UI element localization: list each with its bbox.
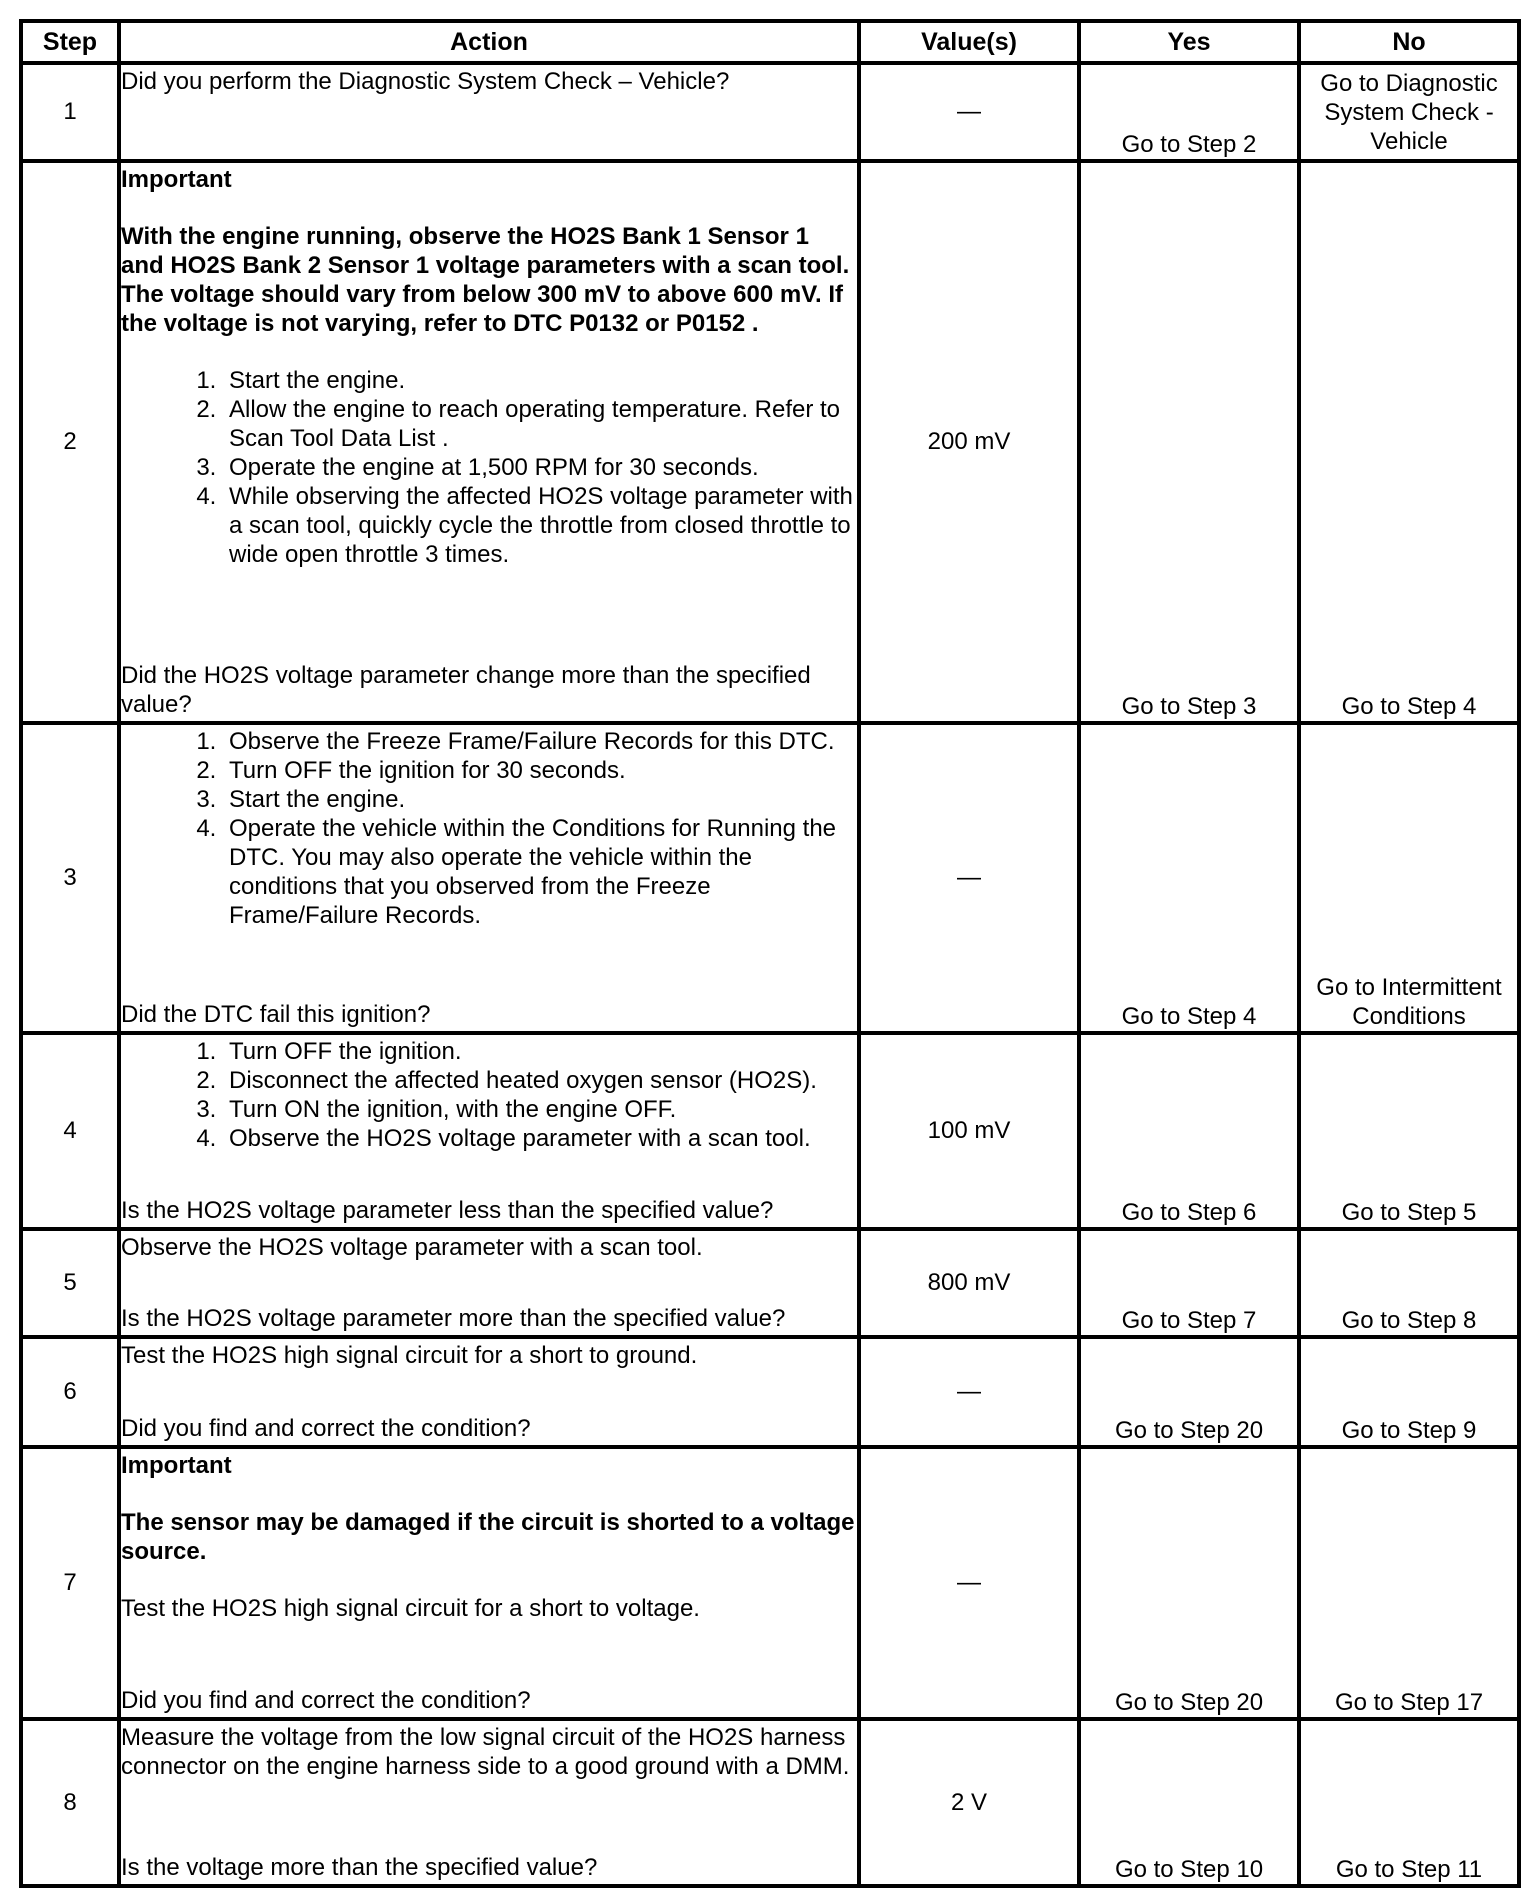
question-text: Is the HO2S voltage parameter more than the specified value? xyxy=(121,1305,786,1332)
table-row xyxy=(21,1229,1519,1337)
step-number: 8 xyxy=(21,1719,119,1886)
list-item: 2. Turn OFF the ignition for 30 seconds. xyxy=(223,756,857,785)
no-cell: Go to Step 5 xyxy=(1299,1033,1519,1229)
step-number: 2 xyxy=(21,161,119,723)
list-item: 3. Operate the engine at 1,500 RPM for 30 seconds. xyxy=(223,453,857,482)
value-cell: 800 mV xyxy=(859,1229,1079,1337)
action-cell xyxy=(119,1337,859,1447)
table-row xyxy=(21,1033,1519,1229)
list-item: 4. Observe the HO2S voltage parameter with a scan tool. xyxy=(223,1124,857,1153)
value-cell: — xyxy=(859,1337,1079,1447)
yes-cell: Go to Step 2 xyxy=(1079,63,1299,161)
action-text: Test the HO2S high signal circuit for a short to voltage. xyxy=(121,1595,700,1622)
value-cell: — xyxy=(859,723,1079,1033)
header-action: Action xyxy=(119,21,859,63)
question-text: Did you find and correct the condition? xyxy=(121,1415,531,1442)
question-text: Is the voltage more than the specified value? xyxy=(121,1854,598,1881)
list-item: 4. Operate the vehicle within the Conditions for Running the DTC. You may also operate the vehicle within the conditions that you observed from the Freeze Frame/Failure Records. xyxy=(223,814,857,930)
action-text: Test the HO2S high signal circuit for a short to ground. xyxy=(121,1342,698,1369)
list-item: 1. Observe the Freeze Frame/Failure Records for this DTC. xyxy=(223,727,857,756)
step-number: 6 xyxy=(21,1337,119,1447)
step-number: 1 xyxy=(21,63,119,161)
list-item: 3. Turn ON the ignition, with the engine OFF. xyxy=(223,1095,857,1124)
question-text: Is the HO2S voltage parameter less than the specified value? xyxy=(121,1197,774,1224)
no-cell: Go to Step 17 xyxy=(1299,1447,1519,1719)
header-yes: Yes xyxy=(1079,21,1299,63)
step-number: 7 xyxy=(21,1447,119,1719)
yes-cell: Go to Step 20 xyxy=(1079,1337,1299,1447)
table-row xyxy=(21,1447,1519,1719)
procedure-list xyxy=(121,1037,857,1153)
action-cell xyxy=(119,63,859,161)
no-cell: Go to Step 11 xyxy=(1299,1719,1519,1886)
important-text: With the engine running, observe the HO2S Bank 1 Sensor 1 and HO2S Bank 2 Sensor 1 voltage parameters with a scan tool. The voltage should vary from below 300 mV to above 600 mV. If the voltage is not varying, refer to DTC P0132 or P0152 . xyxy=(121,223,850,337)
list-item: 4. While observing the affected HO2S voltage parameter with a scan tool, quickly cycle the throttle from closed throttle to wide open throttle 3 times. xyxy=(223,482,857,569)
action-cell xyxy=(119,723,859,1033)
yes-cell: Go to Step 10 xyxy=(1079,1719,1299,1886)
yes-cell: Go to Step 7 xyxy=(1079,1229,1299,1337)
procedure-list xyxy=(121,727,857,930)
header-step: Step xyxy=(21,21,119,63)
list-item: 1. Start the engine. xyxy=(223,366,857,395)
no-cell: Go to Step 9 xyxy=(1299,1337,1519,1447)
no-cell: Go to Step 4 xyxy=(1299,161,1519,723)
question-text: Did you find and correct the condition? xyxy=(121,1687,531,1714)
no-cell: Go to Diagnostic System Check - Vehicle xyxy=(1299,63,1519,161)
yes-cell: Go to Step 6 xyxy=(1079,1033,1299,1229)
table-row xyxy=(21,1337,1519,1447)
table-row xyxy=(21,1719,1519,1886)
table-row xyxy=(21,161,1519,723)
diagnostic-table xyxy=(19,19,1521,1888)
no-cell: Go to Step 8 xyxy=(1299,1229,1519,1337)
step-number: 3 xyxy=(21,723,119,1033)
action-cell xyxy=(119,161,859,723)
no-cell: Go to Intermittent Conditions xyxy=(1299,723,1519,1033)
value-cell: 200 mV xyxy=(859,161,1079,723)
list-item: 2. Allow the engine to reach operating temperature. Refer to Scan Tool Data List . xyxy=(223,395,857,453)
step-number: 5 xyxy=(21,1229,119,1337)
yes-cell: Go to Step 4 xyxy=(1079,723,1299,1033)
table-row xyxy=(21,63,1519,161)
action-text: Measure the voltage from the low signal circuit of the HO2S harness connector on the engine harness side to a good ground with a DMM. xyxy=(121,1724,850,1780)
value-cell: 100 mV xyxy=(859,1033,1079,1229)
yes-cell: Go to Step 3 xyxy=(1079,161,1299,723)
value-cell: — xyxy=(859,63,1079,161)
value-cell: 2 V xyxy=(859,1719,1079,1886)
important-text: The sensor may be damaged if the circuit is shorted to a voltage source. xyxy=(121,1509,855,1565)
table-row xyxy=(21,723,1519,1033)
action-cell xyxy=(119,1229,859,1337)
question-text: Did the DTC fail this ignition? xyxy=(121,1001,431,1028)
procedure-list xyxy=(121,366,857,569)
header-values: Value(s) xyxy=(859,21,1079,63)
list-item: 1. Turn OFF the ignition. xyxy=(223,1037,857,1066)
value-cell: — xyxy=(859,1447,1079,1719)
action-text: Did you perform the Diagnostic System Check – Vehicle? xyxy=(121,68,730,95)
yes-cell: Go to Step 20 xyxy=(1079,1447,1299,1719)
important-label: Important xyxy=(121,1452,232,1479)
step-number: 4 xyxy=(21,1033,119,1229)
list-item: 3. Start the engine. xyxy=(223,785,857,814)
header-row xyxy=(21,21,1519,63)
list-item: 2. Disconnect the affected heated oxygen sensor (HO2S). xyxy=(223,1066,857,1095)
important-label: Important xyxy=(121,166,232,193)
action-text: Observe the HO2S voltage parameter with a scan tool. xyxy=(121,1234,703,1261)
action-cell xyxy=(119,1033,859,1229)
action-cell xyxy=(119,1447,859,1719)
header-no: No xyxy=(1299,21,1519,63)
question-text: Did the HO2S voltage parameter change more than the specified value? xyxy=(121,662,811,718)
action-cell xyxy=(119,1719,859,1886)
